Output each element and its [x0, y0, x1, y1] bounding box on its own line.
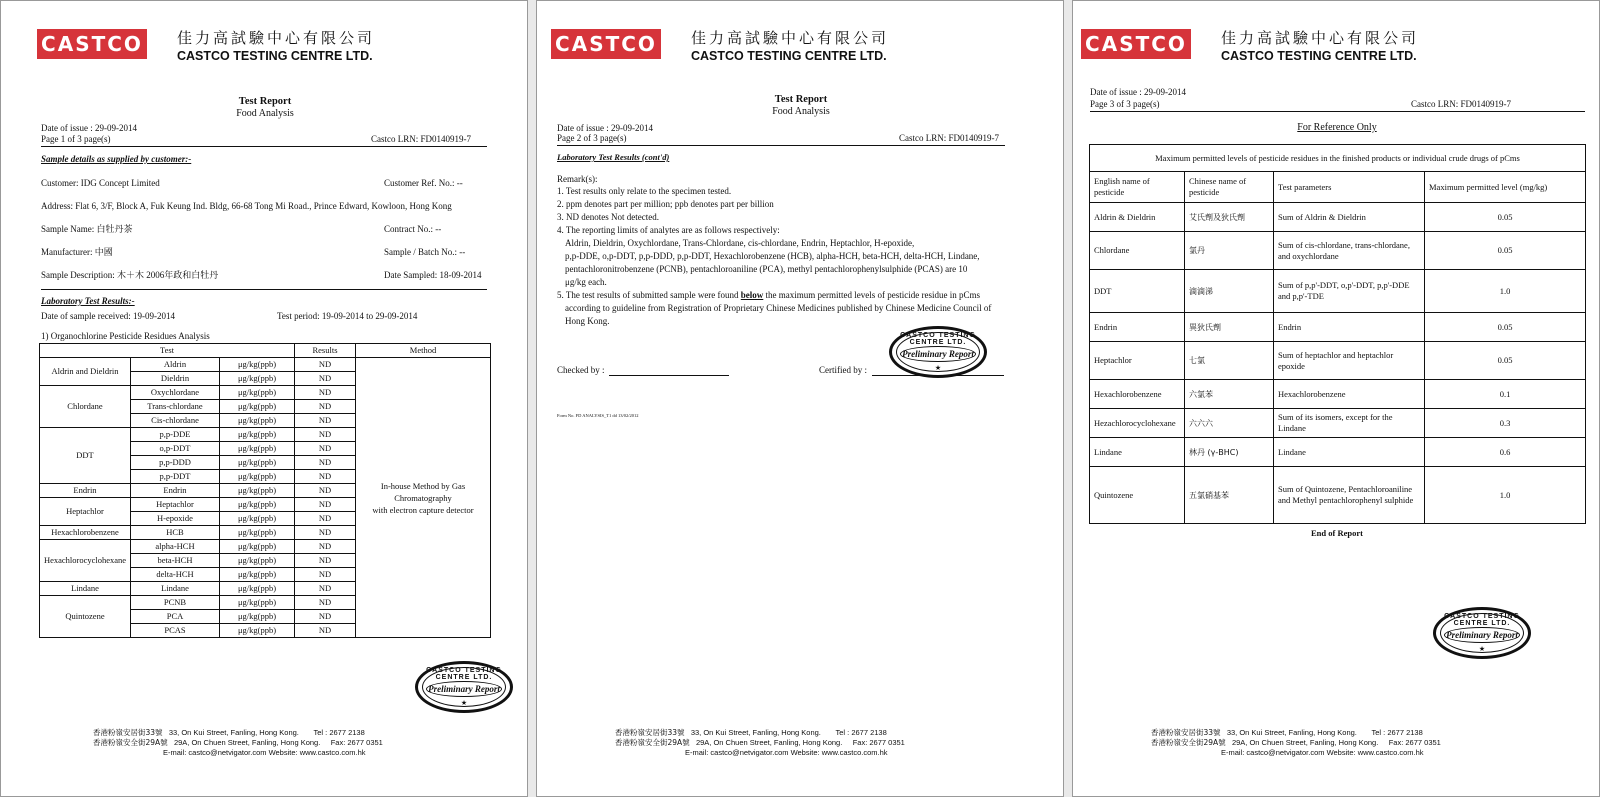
test-parameter: Sum of its isomers, except for the Lindane — [1274, 409, 1425, 438]
remark-4-line-d: μg/kg each. — [565, 277, 607, 287]
pesticide-chinese-name: 六六六 — [1185, 409, 1274, 438]
report-subtitle: Food Analysis — [236, 108, 294, 119]
analyte: Trans-chlordane — [131, 400, 220, 414]
date-of-issue: Date of issue : 29-09-2014 — [557, 123, 653, 133]
table-row — [1090, 438, 1586, 467]
analyte: p,p-DDT — [131, 470, 220, 484]
sample-name: Sample Name: 白牡丹茶 — [41, 224, 133, 234]
result: ND — [295, 512, 356, 526]
footer — [93, 728, 383, 758]
castco-lrn: Castco LRN: FD0140919-7 — [1411, 99, 1511, 109]
max-level: 1.0 — [1425, 467, 1586, 524]
stamp-company: CASTCO TESTING CENTRE LTD. — [1444, 613, 1520, 627]
address: Address: Flat 6, 3/F, Block A, Fuk Keung Ind. Bldg, 66-68 Tong Mi Road., Prince Edward, Kowloon, Hong Kong — [41, 201, 452, 211]
results-table — [39, 343, 491, 638]
pesticide-group: Hexachlorocyclohexane — [40, 540, 131, 582]
pesticide-chinese-name: 五氯硝基苯 — [1185, 467, 1274, 524]
page-number: Page 3 of 3 page(s) — [1090, 99, 1160, 109]
unit: μg/kg(ppb) — [220, 400, 295, 414]
stamp-label: Preliminary Report — [1444, 627, 1520, 643]
unit: μg/kg(ppb) — [220, 540, 295, 554]
remark-4-line-b: p,p-DDE, o,p-DDT, p,p-DDD, p,p-DDT, Hexachlorobenzene (HCB), alpha-HCH, beta-HCH, delta-HCH, Lindane, — [565, 251, 980, 261]
table-row — [40, 358, 491, 372]
certified-by: Certified by : — [819, 365, 1004, 376]
date-received: Date of sample received: 19-09-2014 — [41, 311, 175, 321]
footer-tel: Tel : 2677 2138 — [313, 728, 365, 737]
header-test: Test — [40, 344, 295, 358]
lab-results-cont-heading: Laboratory Test Results (cont'd) — [557, 152, 670, 162]
test-period: Test period: 19-09-2014 to 29-09-2014 — [277, 311, 418, 321]
analyte: p,p-DDD — [131, 456, 220, 470]
table-row — [1090, 467, 1586, 524]
analyte: Endrin — [131, 484, 220, 498]
permitted-levels-table — [1089, 144, 1586, 524]
result: ND — [295, 554, 356, 568]
max-level: 0.05 — [1425, 313, 1586, 342]
footer-address2-zh: 香港粉嶺安全街29A號 — [615, 738, 690, 747]
analyte: Oxychlordane — [131, 386, 220, 400]
pesticide-english-name: Aldrin & Dieldrin — [1090, 203, 1185, 232]
header-test-parameters: Test parameters — [1274, 172, 1425, 203]
test-parameter: Sum of cis-chlordane, trans-chlordane, and oxychlordane — [1274, 232, 1425, 270]
checked-by: Checked by : — [557, 365, 729, 376]
castco-lrn: Castco LRN: FD0140919-7 — [899, 133, 999, 143]
unit: μg/kg(ppb) — [220, 456, 295, 470]
footer-address1-en: 33, On Kui Street, Fanling, Hong Kong. — [1226, 728, 1357, 737]
report-title: Test Report — [238, 96, 292, 107]
preliminary-report-stamp — [1433, 607, 1531, 659]
star-icon: ★ — [460, 699, 468, 707]
footer — [615, 728, 905, 758]
test-parameter: Endrin — [1274, 313, 1425, 342]
result: ND — [295, 372, 356, 386]
unit: μg/kg(ppb) — [220, 610, 295, 624]
customer-ref: Customer Ref. No.: -- — [384, 178, 463, 188]
table-caption: Maximum permitted levels of pesticide residues in the finished products or individual crude drugs of pCms — [1090, 145, 1586, 172]
pesticide-group: Chlordane — [40, 386, 131, 428]
sample-batch: Sample / Batch No.: -- — [384, 247, 466, 257]
table-row — [1090, 313, 1586, 342]
unit: μg/kg(ppb) — [220, 596, 295, 610]
company-name-en: CASTCO TESTING CENTRE LTD. — [1221, 49, 1417, 63]
result: ND — [295, 568, 356, 582]
preliminary-report-stamp — [415, 661, 513, 713]
analyte: Aldrin — [131, 358, 220, 372]
analyte: HCB — [131, 526, 220, 540]
unit: μg/kg(ppb) — [220, 498, 295, 512]
remark-4-line-c: pentachloronitrobenzene (PCNB), pentachloroaniline (PCA), methyl pentachlorophenylsulphide (PCAS) are 10 — [565, 264, 968, 274]
test-parameter: Sum of Quintozene, Pentachloroaniline and Methyl pentachlorophenyl sulphide — [1274, 467, 1425, 524]
table-row — [1090, 203, 1586, 232]
test-parameter: Hexachlorobenzene — [1274, 380, 1425, 409]
stamp-company: CASTCO TESTING CENTRE LTD. — [900, 332, 976, 346]
pesticide-group: Lindane — [40, 582, 131, 596]
analyte: PCNB — [131, 596, 220, 610]
unit: μg/kg(ppb) — [220, 372, 295, 386]
analyte: Lindane — [131, 582, 220, 596]
pesticide-english-name: DDT — [1090, 270, 1185, 313]
header-chinese-name: Chinese name of pesticide — [1185, 172, 1274, 203]
pesticide-chinese-name: 艾氏劑及狄氏劑 — [1185, 203, 1274, 232]
analyte: p,p-DDE — [131, 428, 220, 442]
analysis-section: 1) Organochlorine Pesticide Residues Analysis — [41, 331, 210, 341]
form-number: Form No. FD ANALYSIS_T1 dd 13/02/2012 — [557, 413, 639, 418]
analyte: PCA — [131, 610, 220, 624]
max-level: 0.1 — [1425, 380, 1586, 409]
footer-fax: Fax: 2677 0351 — [330, 738, 383, 747]
analyte: Dieldrin — [131, 372, 220, 386]
unit: μg/kg(ppb) — [220, 386, 295, 400]
pesticide-english-name: Lindane — [1090, 438, 1185, 467]
remark-5: 5. The test results of submitted sample were found below the maximum permitted levels of pesticide residue in pCms — [557, 290, 980, 300]
unit: μg/kg(ppb) — [220, 554, 295, 568]
pesticide-chinese-name: 七氯 — [1185, 342, 1274, 380]
remark-2: 2. ppm denotes part per million; ppb denotes part per billion — [557, 199, 774, 209]
result: ND — [295, 400, 356, 414]
result: ND — [295, 596, 356, 610]
company-name-zh: 佳力高試驗中心有限公司 — [1221, 29, 1420, 47]
contract-no: Contract No.: -- — [384, 224, 442, 234]
footer-address1-en: 33, On Kui Street, Fanling, Hong Kong. — [690, 728, 821, 737]
pesticide-chinese-name: 林丹 (γ-BHC) — [1185, 438, 1274, 467]
remark-3: 3. ND denotes Not detected. — [557, 212, 659, 222]
max-level: 1.0 — [1425, 270, 1586, 313]
footer-address2-zh: 香港粉嶺安全街29A號 — [93, 738, 168, 747]
pesticide-group: DDT — [40, 428, 131, 484]
stamp-label: Preliminary Report — [900, 346, 976, 362]
pesticide-group: Heptachlor — [40, 498, 131, 526]
unit: μg/kg(ppb) — [220, 568, 295, 582]
remark-1: 1. Test results only relate to the specimen tested. — [557, 186, 732, 196]
page-number: Page 2 of 3 page(s) — [557, 133, 627, 143]
result: ND — [295, 470, 356, 484]
test-parameter: Lindane — [1274, 438, 1425, 467]
below-emphasis: below — [740, 290, 764, 300]
report-page-1 — [0, 0, 528, 797]
customer: Customer: IDG Concept Limited — [41, 178, 160, 188]
footer-address1-zh: 香港粉嶺安居街33號 — [1151, 728, 1221, 737]
max-level: 0.05 — [1425, 342, 1586, 380]
footer-address1-en: 33, On Kui Street, Fanling, Hong Kong. — [168, 728, 299, 737]
header-method: Method — [356, 344, 491, 358]
test-parameter: Sum of Aldrin & Dieldrin — [1274, 203, 1425, 232]
company-name — [691, 27, 889, 63]
result: ND — [295, 498, 356, 512]
result: ND — [295, 386, 356, 400]
analyte: Heptachlor — [131, 498, 220, 512]
castco-logo: CASTCO — [37, 29, 147, 59]
report-page-3 — [1072, 0, 1600, 797]
date-of-issue: Date of issue : 29-09-2014 — [1090, 87, 1186, 97]
footer — [1151, 728, 1441, 758]
company-name — [1221, 27, 1419, 63]
unit: μg/kg(ppb) — [220, 484, 295, 498]
divider — [557, 145, 1005, 146]
footer-address2-en: 29A, On Chuen Street, Fanling, Hong Kong. — [1231, 738, 1379, 747]
castco-logo: CASTCO — [1081, 29, 1191, 59]
analyte: beta-HCH — [131, 554, 220, 568]
footer-address2-en: 29A, On Chuen Street, Fanling, Hong Kong. — [173, 738, 321, 747]
table-caption-row — [1090, 145, 1586, 172]
analyte: alpha-HCH — [131, 540, 220, 554]
unit: μg/kg(ppb) — [220, 624, 295, 638]
table-row — [1090, 270, 1586, 313]
sample-description: Sample Description: 木＋木 2006年政和白牡丹 — [41, 270, 219, 280]
test-parameter: Sum of p,p'-DDT, o,p'-DDT, p,p'-DDE and p,p'-TDE — [1274, 270, 1425, 313]
end-of-report: End of Report — [1311, 528, 1363, 538]
result: ND — [295, 540, 356, 554]
pesticide-group: Endrin — [40, 484, 131, 498]
remark-4-line-a: Aldrin, Dieldrin, Oxychlordane, Trans-Chlordane, cis-chlordane, Endrin, Heptachlor, H-epoxide, — [565, 238, 915, 248]
analyte: delta-HCH — [131, 568, 220, 582]
stamp-label: Preliminary Report — [426, 681, 502, 697]
pesticide-group: Hexachlorobenzene — [40, 526, 131, 540]
header-max-level: Maximum permitted level (mg/kg) — [1425, 172, 1586, 203]
footer-contact: E-mail: castco@netvigator.com Website: www.castco.com.hk — [163, 748, 366, 757]
pesticide-english-name: Endrin — [1090, 313, 1185, 342]
remark-5-line-d: Hong Kong. — [565, 316, 610, 326]
company-name-en: CASTCO TESTING CENTRE LTD. — [691, 49, 887, 63]
header-english-name: English name of pesticide — [1090, 172, 1185, 203]
footer-contact: E-mail: castco@netvigator.com Website: www.castco.com.hk — [1221, 748, 1424, 757]
company-name-zh: 佳力高試驗中心有限公司 — [177, 29, 376, 47]
header-results: Results — [295, 344, 356, 358]
table-header-row — [1090, 172, 1586, 203]
remarks-label: Remark(s): — [557, 174, 598, 184]
unit: μg/kg(ppb) — [220, 442, 295, 456]
max-level: 0.05 — [1425, 232, 1586, 270]
analyte: o,p-DDT — [131, 442, 220, 456]
company-name — [177, 27, 375, 63]
table-row — [1090, 232, 1586, 270]
unit: μg/kg(ppb) — [220, 582, 295, 596]
footer-address2-en: 29A, On Chuen Street, Fanling, Hong Kong. — [695, 738, 843, 747]
for-reference-only: For Reference Only — [1297, 122, 1377, 133]
unit: μg/kg(ppb) — [220, 358, 295, 372]
max-level: 0.05 — [1425, 203, 1586, 232]
result: ND — [295, 610, 356, 624]
lab-results-heading: Laboratory Test Results:- — [41, 296, 135, 306]
result: ND — [295, 526, 356, 540]
pesticide-chinese-name: 六氯苯 — [1185, 380, 1274, 409]
result: ND — [295, 358, 356, 372]
unit: μg/kg(ppb) — [220, 512, 295, 526]
divider — [41, 146, 487, 147]
date-of-issue: Date of issue : 29-09-2014 — [41, 123, 137, 133]
pesticide-english-name: Quintozene — [1090, 467, 1185, 524]
footer-tel: Tel : 2677 2138 — [1371, 728, 1423, 737]
method-line-1: In-house Method by Gas Chromatography — [380, 480, 466, 503]
castco-lrn: Castco LRN: FD0140919-7 — [371, 134, 471, 144]
star-icon: ★ — [1478, 645, 1486, 653]
pesticide-group: Aldrin and Dieldrin — [40, 358, 131, 386]
castco-logo: CASTCO — [551, 29, 661, 59]
pesticide-group: Quintozene — [40, 596, 131, 638]
manufacturer: Manufacturer: 中國 — [41, 247, 113, 257]
divider — [41, 289, 487, 290]
result: ND — [295, 456, 356, 470]
pesticide-english-name: Hexachlorobenzene — [1090, 380, 1185, 409]
footer-address1-zh: 香港粉嶺安居街33號 — [93, 728, 163, 737]
footer-contact: E-mail: castco@netvigator.com Website: www.castco.com.hk — [685, 748, 888, 757]
result: ND — [295, 582, 356, 596]
report-title: Test Report — [774, 94, 828, 105]
method-cell — [356, 358, 491, 638]
footer-fax: Fax: 2677 0351 — [1388, 738, 1441, 747]
footer-address1-zh: 香港粉嶺安居街33號 — [615, 728, 685, 737]
analyte: H-epoxide — [131, 512, 220, 526]
unit: μg/kg(ppb) — [220, 470, 295, 484]
remark-5-line-c: according to guideline from Registration of Proprietary Chinese Medicines published by Chinese Medicine Council of — [565, 303, 992, 313]
divider — [1090, 111, 1585, 112]
table-row — [1090, 409, 1586, 438]
pesticide-english-name: Chlordane — [1090, 232, 1185, 270]
table-header-row — [40, 344, 491, 358]
result: ND — [295, 414, 356, 428]
star-icon: ★ — [934, 364, 942, 372]
pesticide-chinese-name: 滴滴涕 — [1185, 270, 1274, 313]
pesticide-english-name: Heptachlor — [1090, 342, 1185, 380]
table-row — [1090, 342, 1586, 380]
max-level: 0.6 — [1425, 438, 1586, 467]
table-row — [1090, 380, 1586, 409]
footer-fax: Fax: 2677 0351 — [852, 738, 905, 747]
test-parameter: Sum of heptachlor and heptachlor epoxide — [1274, 342, 1425, 380]
stamp-company: CASTCO TESTING CENTRE LTD. — [426, 667, 502, 681]
unit: μg/kg(ppb) — [220, 414, 295, 428]
remark-4: 4. The reporting limits of analytes are as follows respectively: — [557, 225, 780, 235]
footer-tel: Tel : 2677 2138 — [835, 728, 887, 737]
pesticide-chinese-name: 氯丹 — [1185, 232, 1274, 270]
analyte: PCAS — [131, 624, 220, 638]
sample-details-heading: Sample details as supplied by customer:- — [41, 154, 192, 164]
preliminary-report-stamp — [889, 326, 987, 378]
method-line-2: with electron capture detector — [372, 504, 474, 515]
unit: μg/kg(ppb) — [220, 526, 295, 540]
checked-by-signature-line — [609, 367, 729, 376]
result: ND — [295, 484, 356, 498]
analyte: Cis-chlordane — [131, 414, 220, 428]
pesticide-english-name: Hezachlorocyclohexane — [1090, 409, 1185, 438]
result: ND — [295, 442, 356, 456]
pesticide-chinese-name: 異狄氏劑 — [1185, 313, 1274, 342]
date-sampled: Date Sampled: 18-09-2014 — [384, 270, 482, 280]
result: ND — [295, 428, 356, 442]
page-number: Page 1 of 3 page(s) — [41, 134, 111, 144]
report-subtitle: Food Analysis — [772, 106, 830, 117]
report-page-2 — [536, 0, 1064, 797]
unit: μg/kg(ppb) — [220, 428, 295, 442]
max-level: 0.3 — [1425, 409, 1586, 438]
company-name-zh: 佳力高試驗中心有限公司 — [691, 29, 890, 47]
result: ND — [295, 624, 356, 638]
company-name-en: CASTCO TESTING CENTRE LTD. — [177, 49, 373, 63]
footer-address2-zh: 香港粉嶺安全街29A號 — [1151, 738, 1226, 747]
